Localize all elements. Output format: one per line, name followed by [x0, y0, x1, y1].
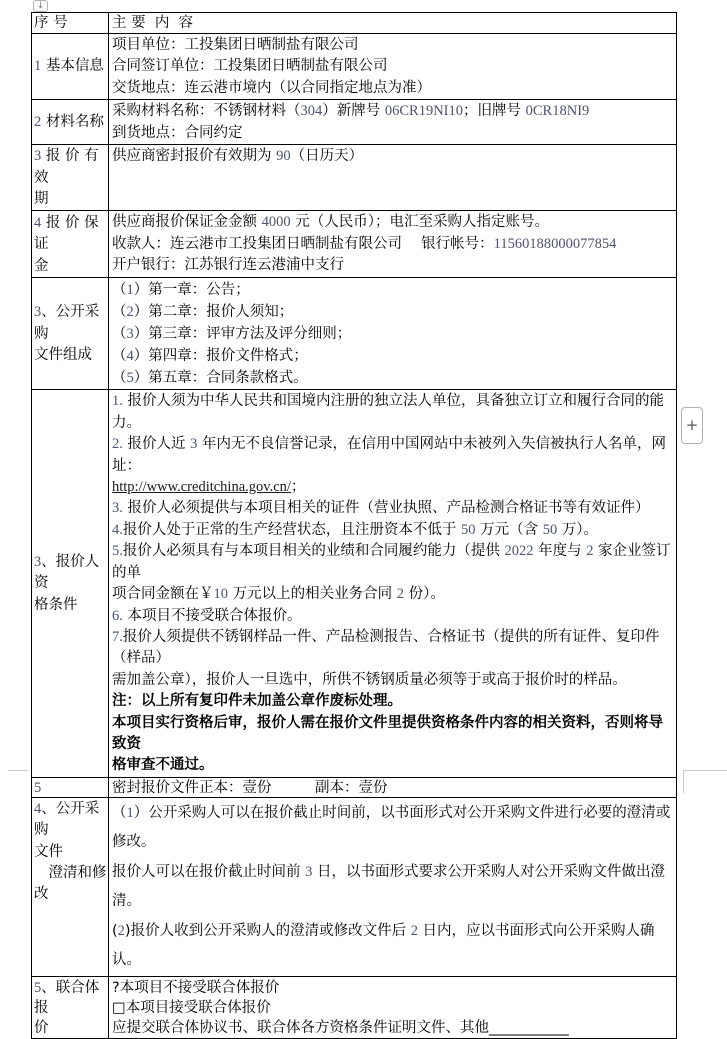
text-segment: ）第一章：公告； [133, 282, 250, 299]
text-segment: 项目单位：工投集团日晒制盐有限公司 [112, 37, 359, 53]
text-segment: 到货地点：合同约定 [112, 124, 243, 141]
text-segment: )报价人收到公开采购人的澄清或修改文件后 [124, 922, 411, 939]
text-segment: 3 [190, 436, 198, 453]
content-line [112, 255, 675, 276]
content-line [112, 978, 675, 998]
text-segment: ；旧牌号 [463, 103, 526, 120]
label-line [34, 189, 107, 210]
text-segment: 万元以上的相关业务合同 [228, 586, 397, 603]
text-segment: 2 [586, 543, 594, 560]
text-segment: 文件组成 [34, 347, 92, 364]
label-line [34, 842, 107, 863]
label-line [34, 146, 107, 189]
text-segment: 7. [112, 628, 123, 645]
content-line [112, 606, 675, 627]
text-segment: 报 价 有 效 [34, 148, 104, 186]
content-line [112, 56, 675, 77]
row-label-cell [32, 797, 109, 976]
row-content-cell [109, 976, 677, 1038]
content-line [112, 78, 675, 99]
text-segment: 本项目实行资格后审，报价人需在报价文件里提供资格条件内容的相关资料，否则将导致资 [112, 714, 663, 752]
text-segment: 项合同金额在￥ [112, 586, 214, 603]
text-segment: 报 价 保 证 [34, 214, 104, 253]
text-segment: 份）。 [403, 586, 445, 603]
text-segment: （ [112, 804, 127, 821]
text-segment: 90 [276, 148, 291, 165]
text-segment: 3 [34, 304, 42, 321]
text-segment: ___________ [489, 1019, 569, 1036]
content-line [112, 345, 675, 367]
row-content-cell [109, 777, 677, 797]
text-segment: 交货地点：连云港市境内（以合同指定地点为准） [112, 79, 431, 96]
text-segment: ）第二章：报价人须知； [133, 304, 294, 321]
content-line [112, 301, 675, 323]
text-segment: 密封报价文件正本：壹份 [112, 779, 272, 796]
table-row [32, 777, 677, 797]
text-segment: 1 [34, 58, 42, 75]
text-segment: ）新牌号 [322, 103, 385, 120]
text-segment [272, 780, 316, 796]
label-line [34, 552, 107, 595]
text-segment: 50 [460, 521, 476, 538]
label-line [34, 978, 107, 1018]
row-label-cell [32, 390, 109, 777]
text-segment: 4 [34, 800, 42, 817]
text-segment: 年度与 [533, 543, 587, 560]
header-label: 序 号 [34, 15, 68, 31]
text-segment: 2 [34, 114, 42, 131]
text-segment: 家企业签订的单 [112, 543, 671, 581]
text-segment: 报价人必须具有与本项目相关的业绩和合同履约能力（提供 [122, 543, 505, 560]
text-segment: 副本：壹份 [315, 779, 388, 796]
text-segment: 开户银行：江苏银行连云港浦中支行 [112, 257, 344, 274]
text-segment: 报价人处于正常的生产经营状态，且注册资本不低于 [122, 521, 461, 538]
text-segment: 注：以上所有复印件未加盖公章作废标处理。 [112, 693, 402, 710]
plus-button[interactable]: + [681, 407, 703, 444]
text-segment: 5 [126, 370, 134, 387]
content-line [112, 627, 675, 670]
text-segment: （ [112, 282, 127, 299]
table-row [32, 976, 677, 1038]
text-segment: 1 [126, 804, 134, 821]
content-line [112, 520, 675, 541]
text-segment: 3 [34, 553, 42, 570]
text-segment: 2022 [504, 543, 534, 560]
table-row [32, 34, 677, 100]
row-content-cell [109, 211, 677, 278]
page-boundary-mark-right-vertical [683, 770, 684, 793]
text-segment: 11560188000077854 [493, 235, 617, 252]
checkbox-symbol: □ [112, 999, 126, 1016]
text-segment: 3. [112, 500, 123, 517]
content-line [112, 477, 675, 498]
text-segment: 万）。 [557, 521, 599, 538]
text-segment: 材料名称 [41, 114, 104, 131]
content-line [112, 1018, 675, 1038]
text-segment: 元（人民币）；电汇至采购人指定账号。 [290, 214, 549, 231]
row-content-cell [109, 390, 677, 777]
content-line [112, 367, 675, 389]
text-segment: 文件 [34, 843, 63, 860]
text-segment: 06CR19NI10 [384, 103, 464, 120]
row-label-cell [32, 777, 109, 797]
header-serial-cell [32, 13, 109, 34]
content-line [112, 35, 675, 56]
text-segment: 报价人须提供不锈钢样品一件、产品检测报告、合格证书（提供的所有证件、复印件（样品） [112, 628, 660, 667]
text-segment: 、公开采购 [34, 304, 100, 342]
text-segment: 改 [34, 886, 49, 903]
text-segment: （ [112, 370, 127, 387]
text-segment: 2 [410, 922, 418, 939]
text-segment: 2 [126, 304, 134, 321]
row-content-cell [109, 145, 677, 211]
row-label-cell [32, 278, 109, 390]
label-line [34, 1018, 107, 1038]
text-segment: 格审查不通过。 [112, 757, 214, 774]
scroll-down-button[interactable]: ↓ [33, 0, 48, 12]
content-line [112, 234, 675, 255]
label-line [34, 863, 107, 884]
text-segment: （日历天） [290, 148, 364, 165]
text-segment: 、报价人资 [34, 553, 100, 592]
text-segment: 收款人：连云港市工投集团日晒制盐有限公司 银行帐号： [112, 235, 494, 252]
content-line [112, 670, 675, 691]
text-segment: 10 [213, 586, 228, 603]
content-line [112, 434, 675, 477]
label-line [34, 595, 107, 616]
table-row [32, 797, 677, 976]
text-segment: 1 [126, 282, 134, 299]
content-line [112, 755, 675, 776]
text-segment: 0CR18NI9 [525, 103, 590, 120]
table-row [32, 278, 677, 390]
text-segment: 基本信息 [41, 58, 104, 75]
table-row [32, 390, 677, 777]
table-header-row [32, 13, 677, 34]
header-content-cell [109, 13, 677, 34]
text-segment: ）第三章：评审方法及评分细则； [133, 326, 352, 343]
text-segment: 1. [112, 393, 123, 410]
content-line [112, 917, 675, 976]
text-segment: 2 [396, 586, 404, 603]
text-segment: 4 [126, 348, 134, 365]
label-line [34, 799, 107, 842]
text-segment: 3 [34, 148, 42, 165]
row-content-cell [109, 797, 677, 976]
text-segment: 供应商报价保证金金额 [112, 214, 262, 231]
text-segment: 合同签订单位：工投集团日晒制盐有限公司 [112, 58, 388, 75]
text-segment: 4. [112, 521, 123, 538]
row-content-cell [109, 278, 677, 390]
row-label-cell [32, 100, 109, 145]
content-line [112, 713, 675, 756]
text-segment: 期 [34, 191, 49, 208]
label-line [34, 779, 107, 797]
text-segment: 、公开采购 [34, 800, 100, 839]
text-segment: 6. [112, 607, 123, 624]
text-segment: 报价人须为中华人民共和国境内注册的独立法人单位，具备独立订立和履行合同的能力。 [112, 393, 664, 431]
text-segment: 3 [305, 863, 313, 880]
content-line [112, 101, 675, 122]
row-content-cell [109, 34, 677, 100]
label-line [34, 884, 107, 905]
label-line [34, 56, 107, 77]
label-line [34, 345, 107, 366]
text-segment: 日内，应以书面形式向公开采购人确认。 [112, 922, 655, 969]
text-segment: 5. [112, 543, 123, 560]
content-line [112, 498, 675, 519]
text-segment: 2. [112, 436, 123, 453]
content-line [112, 323, 675, 345]
text-segment: 万元（含 [475, 521, 543, 538]
text-segment: 年内无不良信誉记录，在信用中国网站中未被列入失信被执行人名单，网址： [112, 436, 666, 474]
text-segment: 应提交联合体协议书、联合体各方资格条件证明文件、其他 [112, 1019, 489, 1036]
row-label-cell [32, 34, 109, 100]
table-row [32, 100, 677, 145]
table-row [32, 145, 677, 211]
text-segment: 4 [34, 214, 42, 231]
content-line [112, 691, 675, 712]
text-segment: 3 [126, 326, 134, 343]
text-segment: 采购材料名称：不锈钢材料（ [112, 103, 301, 120]
text-segment: 5 [34, 779, 42, 796]
row-label-cell [32, 211, 109, 278]
text-segment: ）第五章：合同条款格式。 [133, 370, 308, 387]
text-segment: 报价人必须提供与本项目相关的证件（营业执照、产品检测合格证书等有效证件） [122, 500, 650, 517]
text-segment: ； [290, 479, 306, 496]
content-line [112, 998, 675, 1018]
procurement-table [31, 12, 677, 1039]
content-line [112, 212, 675, 233]
content-line [112, 858, 675, 917]
text-segment: 格条件 [34, 596, 78, 613]
text-segment: （ [112, 348, 127, 365]
content-line [112, 584, 675, 605]
creditchina-link[interactable]: http://www.creditchina.gov.cn/ [112, 479, 291, 496]
table-row [32, 211, 677, 278]
text-segment: （ [112, 326, 127, 343]
label-line [34, 302, 107, 345]
text-segment: 价 [34, 1019, 49, 1036]
label-line [34, 256, 107, 277]
text-segment: （ [112, 304, 127, 321]
text-segment: 需加盖公章），报价人一旦选中，所供不锈钢质量必须等于或高于报价时的样品。 [112, 671, 627, 688]
text-segment: 304 [300, 103, 323, 120]
content-line [112, 279, 675, 301]
text-segment: ）第四章：报价文件格式； [133, 348, 308, 365]
text-segment: 澄清和修 [34, 864, 107, 881]
content-line [112, 123, 675, 144]
label-line [34, 213, 107, 256]
text-segment: 50 [542, 521, 558, 538]
text-segment: 本项目不接受联合体报价 [119, 979, 280, 996]
row-content-cell [109, 100, 677, 145]
text-segment: 4000 [261, 214, 291, 231]
text-segment: 5 [34, 979, 42, 996]
content-line [112, 779, 675, 797]
text-segment: 本项目接受联合体报价 [125, 999, 271, 1016]
label-line [34, 112, 107, 133]
page-boundary-mark-right [683, 770, 727, 771]
page-boundary-mark-left [8, 770, 28, 771]
text-segment: 、联合体报 [34, 979, 100, 1016]
text-segment: 报价人近 [122, 436, 191, 453]
row-label-cell [32, 145, 109, 211]
row-label-cell [32, 976, 109, 1038]
text-segment: 供应商密封报价有效期为 [112, 148, 277, 165]
text-segment: 日，以书面形式要求公开采购人对公开采购文件做出澄清。 [112, 863, 665, 910]
content-line [112, 541, 675, 584]
text-segment: 报价人可以在报价截止时间前 [112, 863, 306, 880]
header-label: 主 要 内 容 [112, 15, 194, 31]
content-line [112, 391, 675, 434]
text-segment: 2 [117, 922, 125, 939]
content-line [112, 799, 675, 858]
text-segment: ）公开采购人可以在报价截止时间前，以书面形式对公开采购文件进行必要的澄清或修改。 [112, 804, 671, 851]
text-segment: ( [112, 922, 118, 939]
content-line [112, 146, 675, 167]
text-segment: 金 [34, 257, 49, 274]
checkbox-symbol: ? [112, 979, 120, 996]
text-segment: 本项目不接受联合体报价。 [122, 607, 302, 624]
